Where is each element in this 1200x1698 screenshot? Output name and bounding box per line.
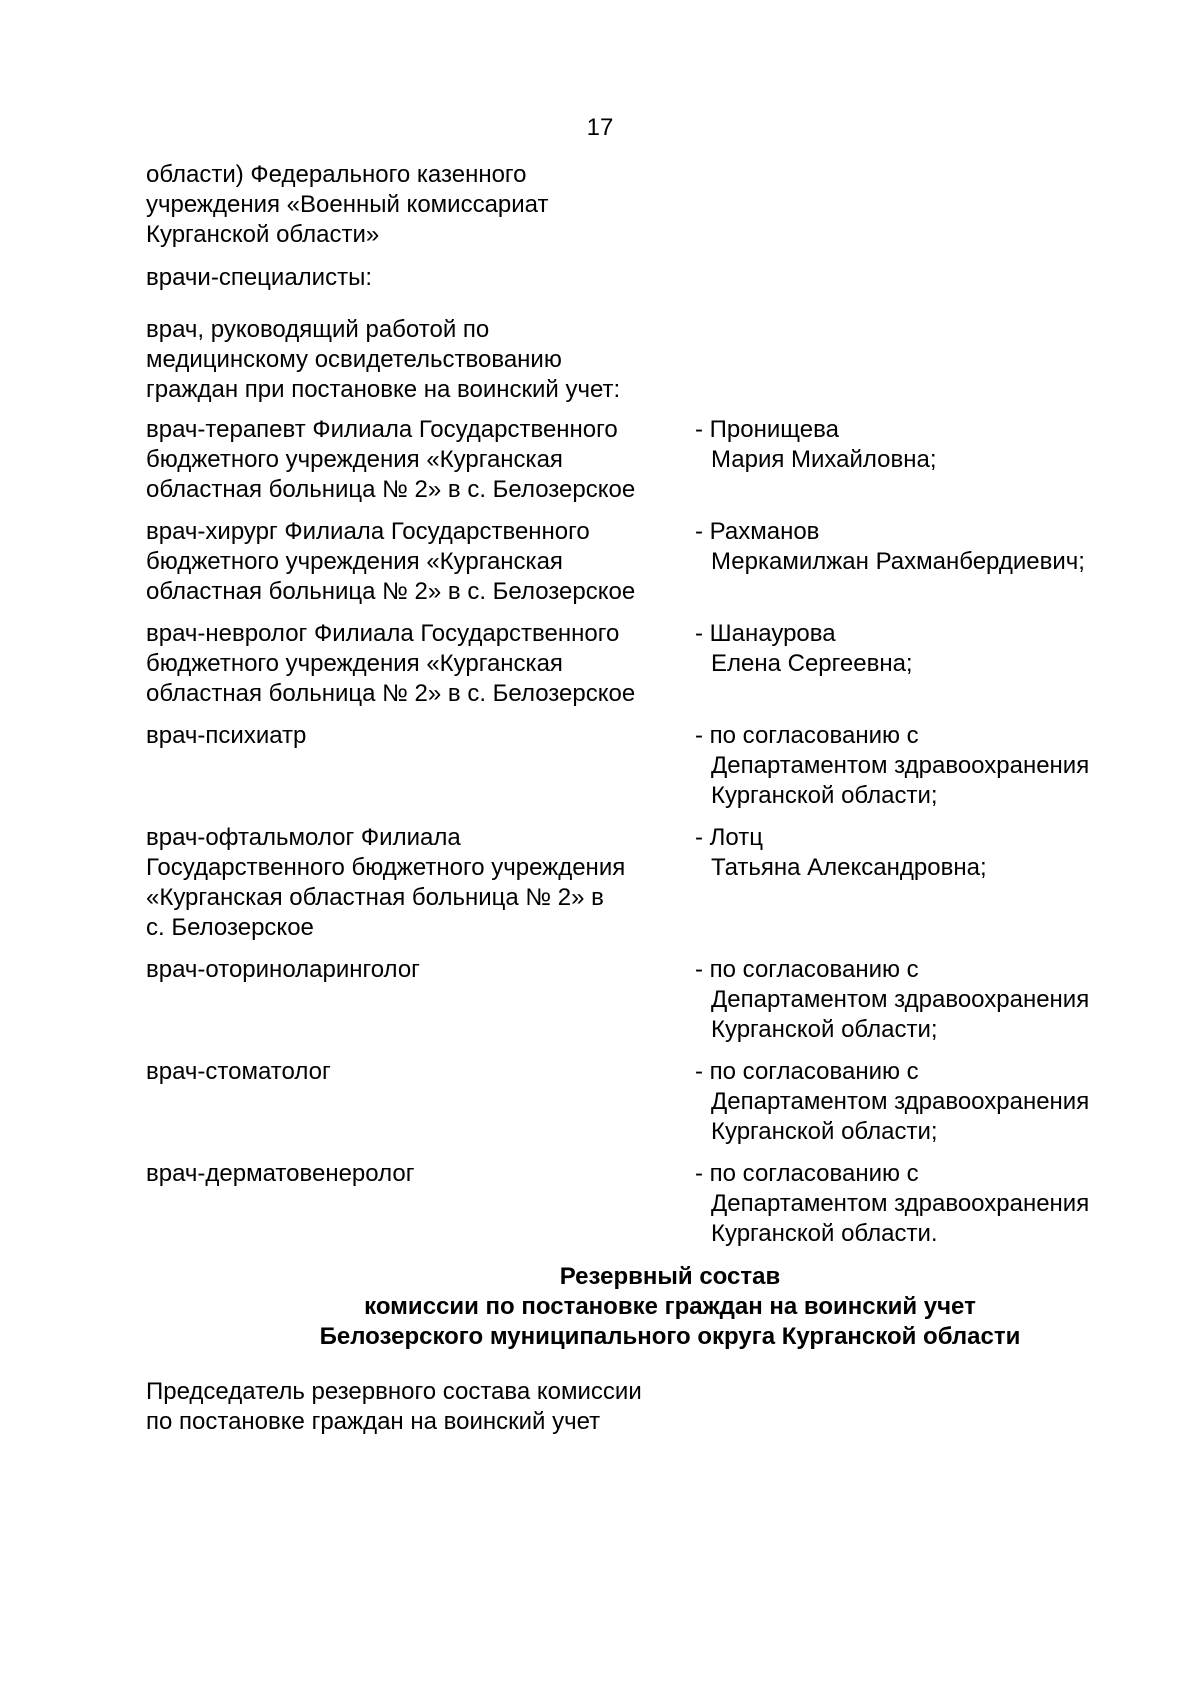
text-line: с. Белозерское — [146, 914, 314, 941]
text-line: областная больница № 2» в с. Белозерское — [146, 680, 636, 707]
heading-line: Резервный состав — [559, 1263, 781, 1290]
text-line: медицинскому освидетельствованию — [146, 346, 562, 373]
text-line: врач-психиатр — [146, 722, 307, 749]
reserve-heading — [0, 1262, 1200, 1352]
text-line: учреждения «Военный комиссариат — [146, 191, 549, 218]
text-line: врач-хирург Филиала Государственного — [146, 518, 590, 545]
text-line: - по согласованию с — [695, 1160, 919, 1187]
text-line: врач-дерматовенеролог — [146, 1160, 415, 1187]
text-line: врач, руководящий работой по — [146, 316, 490, 343]
text-line: - Пронищева — [695, 416, 839, 443]
text-line: - по согласованию с — [695, 956, 919, 983]
member-role — [146, 823, 706, 943]
text-line: врач-терапевт Филиала Государственного — [146, 416, 618, 443]
text-line: - по согласованию с — [695, 722, 919, 749]
member-role — [146, 721, 706, 751]
member-person — [695, 619, 1191, 679]
member-role — [146, 955, 706, 985]
text-line: по постановке граждан на воинский учет — [146, 1408, 601, 1435]
text-line: бюджетного учреждения «Курганская — [146, 446, 563, 473]
text-line: Председатель резервного состава комиссии — [146, 1378, 642, 1405]
text-line: Департаментом здравоохранения — [711, 986, 1090, 1013]
member-role — [146, 1159, 706, 1189]
chairman-paragraph — [146, 1377, 642, 1437]
member-person — [695, 823, 1191, 883]
member-role — [146, 1057, 706, 1087]
text-line: Государственного бюджетного учреждения — [146, 854, 626, 881]
text-line: Курганской области» — [146, 221, 380, 248]
member-person — [695, 1159, 1191, 1249]
text-line: врач-оториноларинголог — [146, 956, 420, 983]
heading-line: комиссии по постановке граждан на воинский учет — [364, 1293, 976, 1320]
text-line: «Курганская областная больница № 2» в — [146, 884, 604, 911]
member-role — [146, 619, 706, 709]
text-line: - Лотц — [695, 824, 763, 851]
text-line: врач-офтальмолог Филиала — [146, 824, 461, 851]
text-line: граждан при постановке на воинский учет: — [146, 376, 621, 403]
text-line: Курганской области; — [711, 1118, 938, 1145]
text-line: - по согласованию с — [695, 1058, 919, 1085]
text-line: бюджетного учреждения «Курганская — [146, 548, 563, 575]
lead-doctor-paragraph — [146, 315, 620, 405]
member-person — [695, 955, 1191, 1045]
text-line: областная больница № 2» в с. Белозерское — [146, 578, 636, 605]
text-line: Департаментом здравоохранения — [711, 1190, 1090, 1217]
text-line: Мария Михайловна; — [711, 446, 937, 473]
specialists-label: врачи-специалисты: — [146, 264, 372, 291]
text-line: врач-невролог Филиала Государственного — [146, 620, 620, 647]
text-line: Курганской области. — [711, 1220, 938, 1247]
text-line: врач-стоматолог — [146, 1058, 331, 1085]
member-person — [695, 517, 1191, 577]
member-role — [146, 415, 706, 505]
text-line: Курганской области; — [711, 1016, 938, 1043]
text-line: - Рахманов — [695, 518, 820, 545]
text-line: Департаментом здравоохранения — [711, 1088, 1090, 1115]
text-line: Департаментом здравоохранения — [711, 752, 1090, 779]
text-line: Курганской области; — [711, 782, 938, 809]
intro-paragraph — [146, 160, 548, 250]
member-person — [695, 721, 1191, 811]
text-line: Елена Сергеевна; — [711, 650, 913, 677]
member-person — [695, 1057, 1191, 1147]
page-number: 17 — [586, 114, 614, 141]
member-person — [695, 415, 1191, 475]
text-line: Меркамилжан Рахманбердиевич; — [711, 548, 1085, 575]
text-line: Татьяна Александровна; — [711, 854, 987, 881]
text-line: области) Федерального казенного — [146, 161, 527, 188]
heading-line: Белозерского муниципального округа Курганской области — [319, 1323, 1021, 1350]
text-line: - Шанаурова — [695, 620, 836, 647]
text-line: бюджетного учреждения «Курганская — [146, 650, 563, 677]
text-line: областная больница № 2» в с. Белозерское — [146, 476, 636, 503]
member-role — [146, 517, 706, 607]
